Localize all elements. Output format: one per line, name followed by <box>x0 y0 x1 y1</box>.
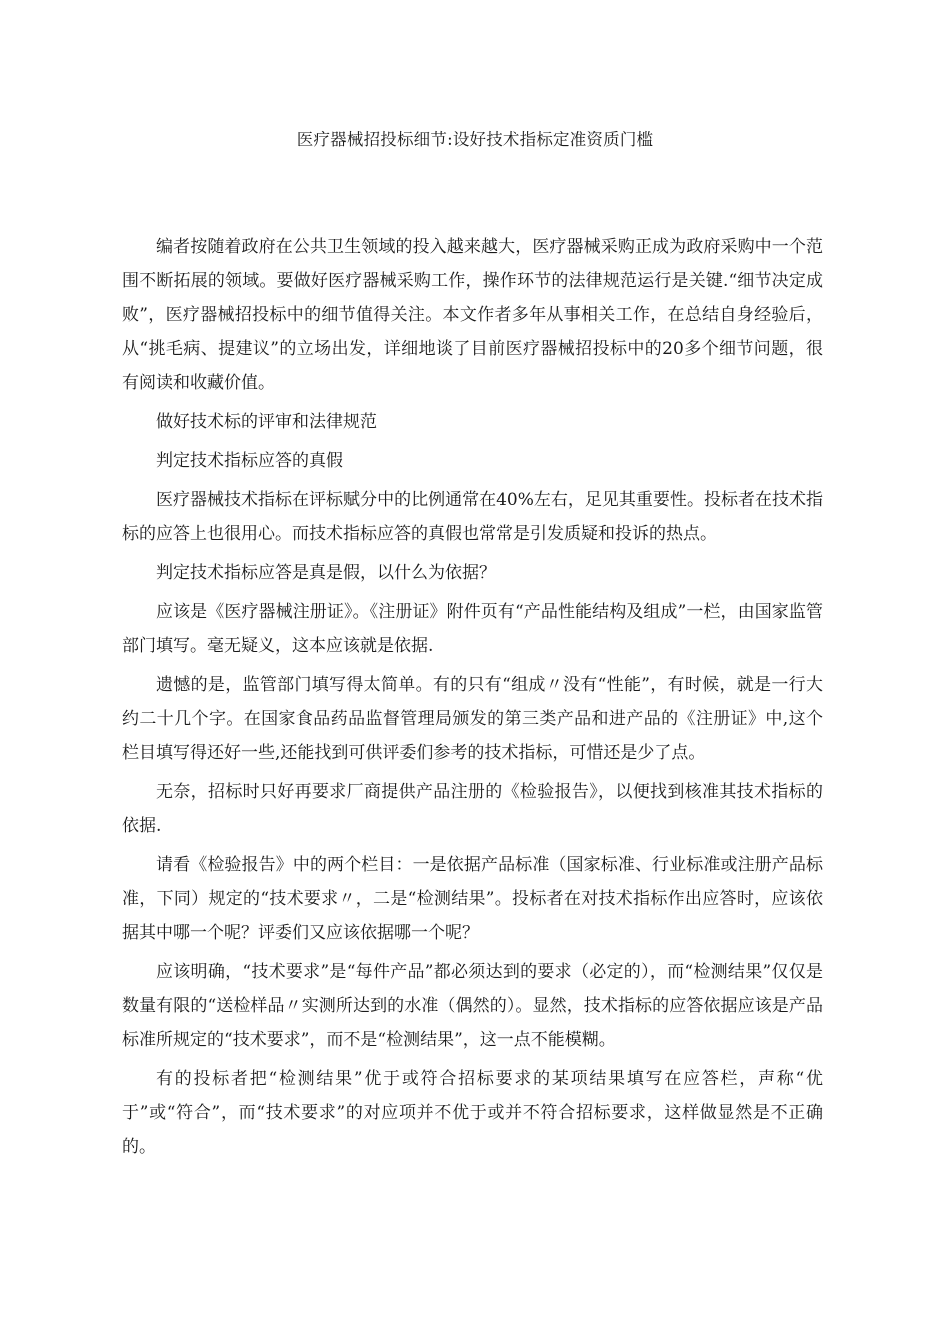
paragraph: 判定技术指标应答是真是假，以什么为依据？ <box>156 563 496 583</box>
paragraph: 有的投标者把“检测结果”优于或符合招标要求的某项结果填写在应答栏，声称“优于”或“符合”，而“技术要求”的对应项并不优于或并不符合招标要求，这样做显然是不正确的。 <box>122 1069 823 1157</box>
paragraph: 应该是《医疗器械注册证》。《注册证》附件页有“产品性能结构及组成”一栏，由国家监管部门填写。毫无疑义，这本应该就是依据. <box>122 602 823 656</box>
paragraph: 无奈，招标时只好再要求厂商提供产品注册的《检验报告》，以便找到核准其技术指标的依据. <box>122 782 823 836</box>
document-body <box>122 230 823 1169</box>
document-title: 医疗器械招投标细节:设好技术指标定准资质门槛 <box>296 130 654 149</box>
paragraph: 医疗器械技术指标在评标赋分中的比例通常在40%左右，足见其重要性。投标者在技术指标的应答上也很用心。而技术指标应答的真假也常常是引发质疑和投诉的热点。 <box>122 490 823 544</box>
section-heading: 做好技术标的评审和法律规范 <box>156 412 377 432</box>
subsection-heading: 判定技术指标应答的真假 <box>156 451 343 471</box>
paragraph: 遗憾的是，监管部门填写得太简单。有的只有“组成〃没有“性能”，有时候，就是一行大约二十几个字。在国家食品药品监督管理局颁发的第三类产品和进产品的《注册证》中,这个栏目填写得还好一些,还能找到可供评委们参考的技术指标，可惜还是少了点。 <box>122 675 823 763</box>
paragraph: 应该明确，“技术要求”是“每件产品”都必须达到的要求（必定的），而“检测结果”仅仅是数量有限的“送检样品〃实测所达到的水准（偶然的）。显然，技术指标的应答依据应该是产品标准所规定的“技术要求”，而不是“检测结果”，这一点不能模糊。 <box>122 962 823 1050</box>
paragraph-editor-note: 编者按随着政府在公共卫生领域的投入越来越大，医疗器械采购正成为政府采购中一个范围不断拓展的领域。要做好医疗器械采购工作，操作环节的法律规范运行是关键.“细节决定成败”，医疗器械招投标中的细节值得关注。本文作者多年从事相关工作，在总结自身经验后，从“挑毛病、提建议”的立场出发，详细地谈了目前医疗器械招投标中的20多个细节问题，很有阅读和收藏价值。 <box>122 237 823 393</box>
paragraph: 请看《检验报告》中的两个栏目：一是依据产品标准（国家标准、行业标准或注册产品标准，下同）规定的“技术要求〃，二是“检测结果”。投标者在对技术指标作出应答时，应该依据其中哪一个呢？评委们又应该依据哪一个呢？ <box>122 855 823 943</box>
